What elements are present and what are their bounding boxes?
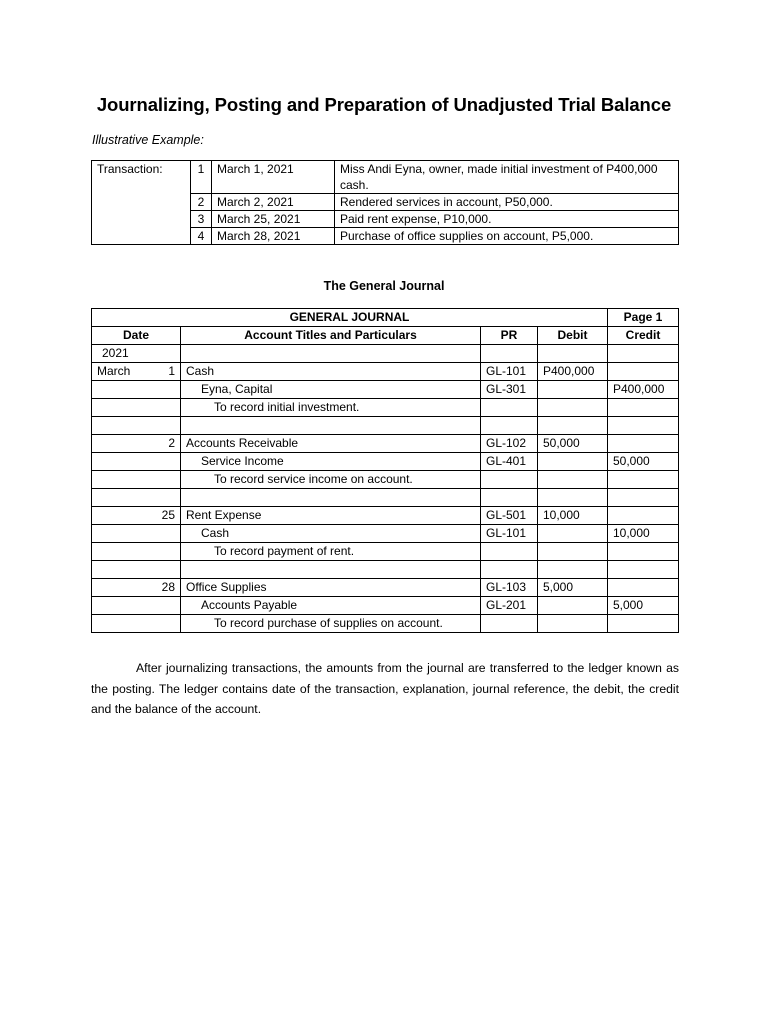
journal-debit: 50,000 — [538, 435, 608, 453]
journal-credit — [608, 399, 679, 417]
journal-date-cell — [92, 615, 181, 633]
journal-date-cell — [92, 597, 181, 615]
journal-account: To record initial investment. — [181, 399, 481, 417]
journal-credit — [608, 543, 679, 561]
journal-date-cell — [92, 543, 181, 561]
journal-row — [92, 525, 679, 543]
journal-row — [92, 399, 679, 417]
transaction-date: March 28, 2021 — [212, 228, 335, 245]
journal-row — [92, 543, 679, 561]
journal-credit — [608, 363, 679, 381]
journal-date-cell — [92, 435, 181, 453]
journal-account: Office Supplies — [181, 579, 481, 597]
journal-year-row — [92, 345, 679, 363]
journal-account: To record payment of rent. — [181, 543, 481, 561]
posting-paragraph-text: After journalizing transactions, the amounts from the journal are transferred to the ledger known as the posting. The ledger contains date of the transaction, explanation, journal reference, the debit, the credit and the balance of the account. — [91, 661, 679, 716]
journal-pr — [481, 615, 538, 633]
transaction-label: Transaction: — [92, 161, 191, 245]
journal-debit — [538, 561, 608, 579]
journal-date-cell — [92, 471, 181, 489]
journal-date-cell — [92, 381, 181, 399]
journal-day: 28 — [161, 580, 175, 594]
journal-debit: P400,000 — [538, 363, 608, 381]
journal-credit — [608, 471, 679, 489]
journal-account — [181, 561, 481, 579]
journal-debit — [538, 597, 608, 615]
journal-debit — [538, 543, 608, 561]
journal-account: Eyna, Capital — [181, 381, 481, 399]
journal-account: To record service income on account. — [181, 471, 481, 489]
header-credit: Credit — [608, 327, 679, 345]
journal-day: 2 — [168, 436, 175, 450]
journal-heading: GENERAL JOURNAL — [92, 309, 608, 327]
transaction-number: 3 — [191, 211, 212, 228]
journal-page-number: Page 1 — [608, 309, 679, 327]
journal-account: Service Income — [181, 453, 481, 471]
journal-row — [92, 363, 679, 381]
journal-account: To record purchase of supplies on account. — [181, 615, 481, 633]
journal-header-row — [92, 327, 679, 345]
journal-pr: GL-201 — [481, 597, 538, 615]
journal-row — [92, 453, 679, 471]
journal-row — [92, 507, 679, 525]
journal-account: Cash — [181, 363, 481, 381]
transaction-date: March 25, 2021 — [212, 211, 335, 228]
journal-pr: GL-301 — [481, 381, 538, 399]
journal-date-cell — [92, 417, 181, 435]
journal-day: 1 — [168, 364, 175, 378]
journal-body — [92, 363, 679, 633]
journal-pr — [481, 489, 538, 507]
journal-pr — [481, 399, 538, 417]
journal-credit — [608, 561, 679, 579]
journal-debit — [538, 453, 608, 471]
journal-row — [92, 615, 679, 633]
journal-pr — [481, 417, 538, 435]
journal-row — [92, 561, 679, 579]
journal-pr: GL-401 — [481, 453, 538, 471]
journal-credit: 10,000 — [608, 525, 679, 543]
header-account: Account Titles and Particulars — [181, 327, 481, 345]
journal-credit: 50,000 — [608, 453, 679, 471]
journal-date-cell — [92, 453, 181, 471]
transaction-number: 2 — [191, 194, 212, 211]
journal-year: 2021 — [92, 345, 181, 363]
journal-pr: GL-101 — [481, 363, 538, 381]
journal-row — [92, 579, 679, 597]
journal-credit — [608, 435, 679, 453]
journal-credit — [608, 489, 679, 507]
transaction-description: Rendered services in account, P50,000. — [335, 194, 679, 211]
journal-row — [92, 597, 679, 615]
journal-date-cell — [92, 399, 181, 417]
journal-account — [181, 489, 481, 507]
journal-account: Cash — [181, 525, 481, 543]
journal-credit: 5,000 — [608, 597, 679, 615]
transaction-description: Paid rent expense, P10,000. — [335, 211, 679, 228]
journal-day: 25 — [161, 508, 175, 522]
journal-row — [92, 435, 679, 453]
journal-pr: GL-101 — [481, 525, 538, 543]
journal-credit — [608, 417, 679, 435]
transaction-description: Purchase of office supplies on account, P5,000. — [335, 228, 679, 245]
transaction-description: Miss Andi Eyna, owner, made initial investment of P400,000 cash. — [335, 161, 679, 194]
journal-pr: GL-501 — [481, 507, 538, 525]
journal-account: Rent Expense — [181, 507, 481, 525]
transaction-date: March 2, 2021 — [212, 194, 335, 211]
journal-date-cell — [92, 489, 181, 507]
header-date: Date — [92, 327, 181, 345]
journal-pr — [481, 471, 538, 489]
journal-debit: 5,000 — [538, 579, 608, 597]
journal-date-cell — [92, 579, 181, 597]
journal-debit — [538, 471, 608, 489]
posting-paragraph — [91, 658, 679, 720]
journal-pr: GL-103 — [481, 579, 538, 597]
journal-title-row — [92, 309, 679, 327]
transaction-date: March 1, 2021 — [212, 161, 335, 194]
journal-debit — [538, 399, 608, 417]
illustrative-example-label: Illustrative Example: — [92, 133, 204, 147]
journal-month: March — [97, 364, 131, 378]
journal-debit — [538, 417, 608, 435]
journal-account: Accounts Payable — [181, 597, 481, 615]
journal-debit — [538, 525, 608, 543]
journal-debit — [538, 615, 608, 633]
journal-debit: 10,000 — [538, 507, 608, 525]
journal-pr: GL-102 — [481, 435, 538, 453]
journal-credit: P400,000 — [608, 381, 679, 399]
transactions-table — [91, 160, 679, 245]
journal-row — [92, 417, 679, 435]
journal-account — [181, 417, 481, 435]
journal-section-title: The General Journal — [323, 279, 445, 293]
journal-date-cell — [92, 363, 181, 381]
journal-row — [92, 381, 679, 399]
general-journal-table — [91, 308, 679, 633]
journal-credit — [608, 615, 679, 633]
journal-account: Accounts Receivable — [181, 435, 481, 453]
journal-pr — [481, 561, 538, 579]
journal-credit — [608, 579, 679, 597]
journal-credit — [608, 507, 679, 525]
transaction-number: 1 — [191, 161, 212, 194]
journal-row — [92, 471, 679, 489]
journal-row — [92, 489, 679, 507]
journal-pr — [481, 543, 538, 561]
journal-date-cell — [92, 561, 181, 579]
journal-debit — [538, 381, 608, 399]
page-title: Journalizing, Posting and Preparation of Unadjusted Trial Balance — [96, 94, 672, 115]
table-row — [92, 161, 679, 194]
header-pr: PR — [481, 327, 538, 345]
journal-date-cell — [92, 525, 181, 543]
journal-date-cell — [92, 507, 181, 525]
header-debit: Debit — [538, 327, 608, 345]
journal-debit — [538, 489, 608, 507]
transaction-number: 4 — [191, 228, 212, 245]
